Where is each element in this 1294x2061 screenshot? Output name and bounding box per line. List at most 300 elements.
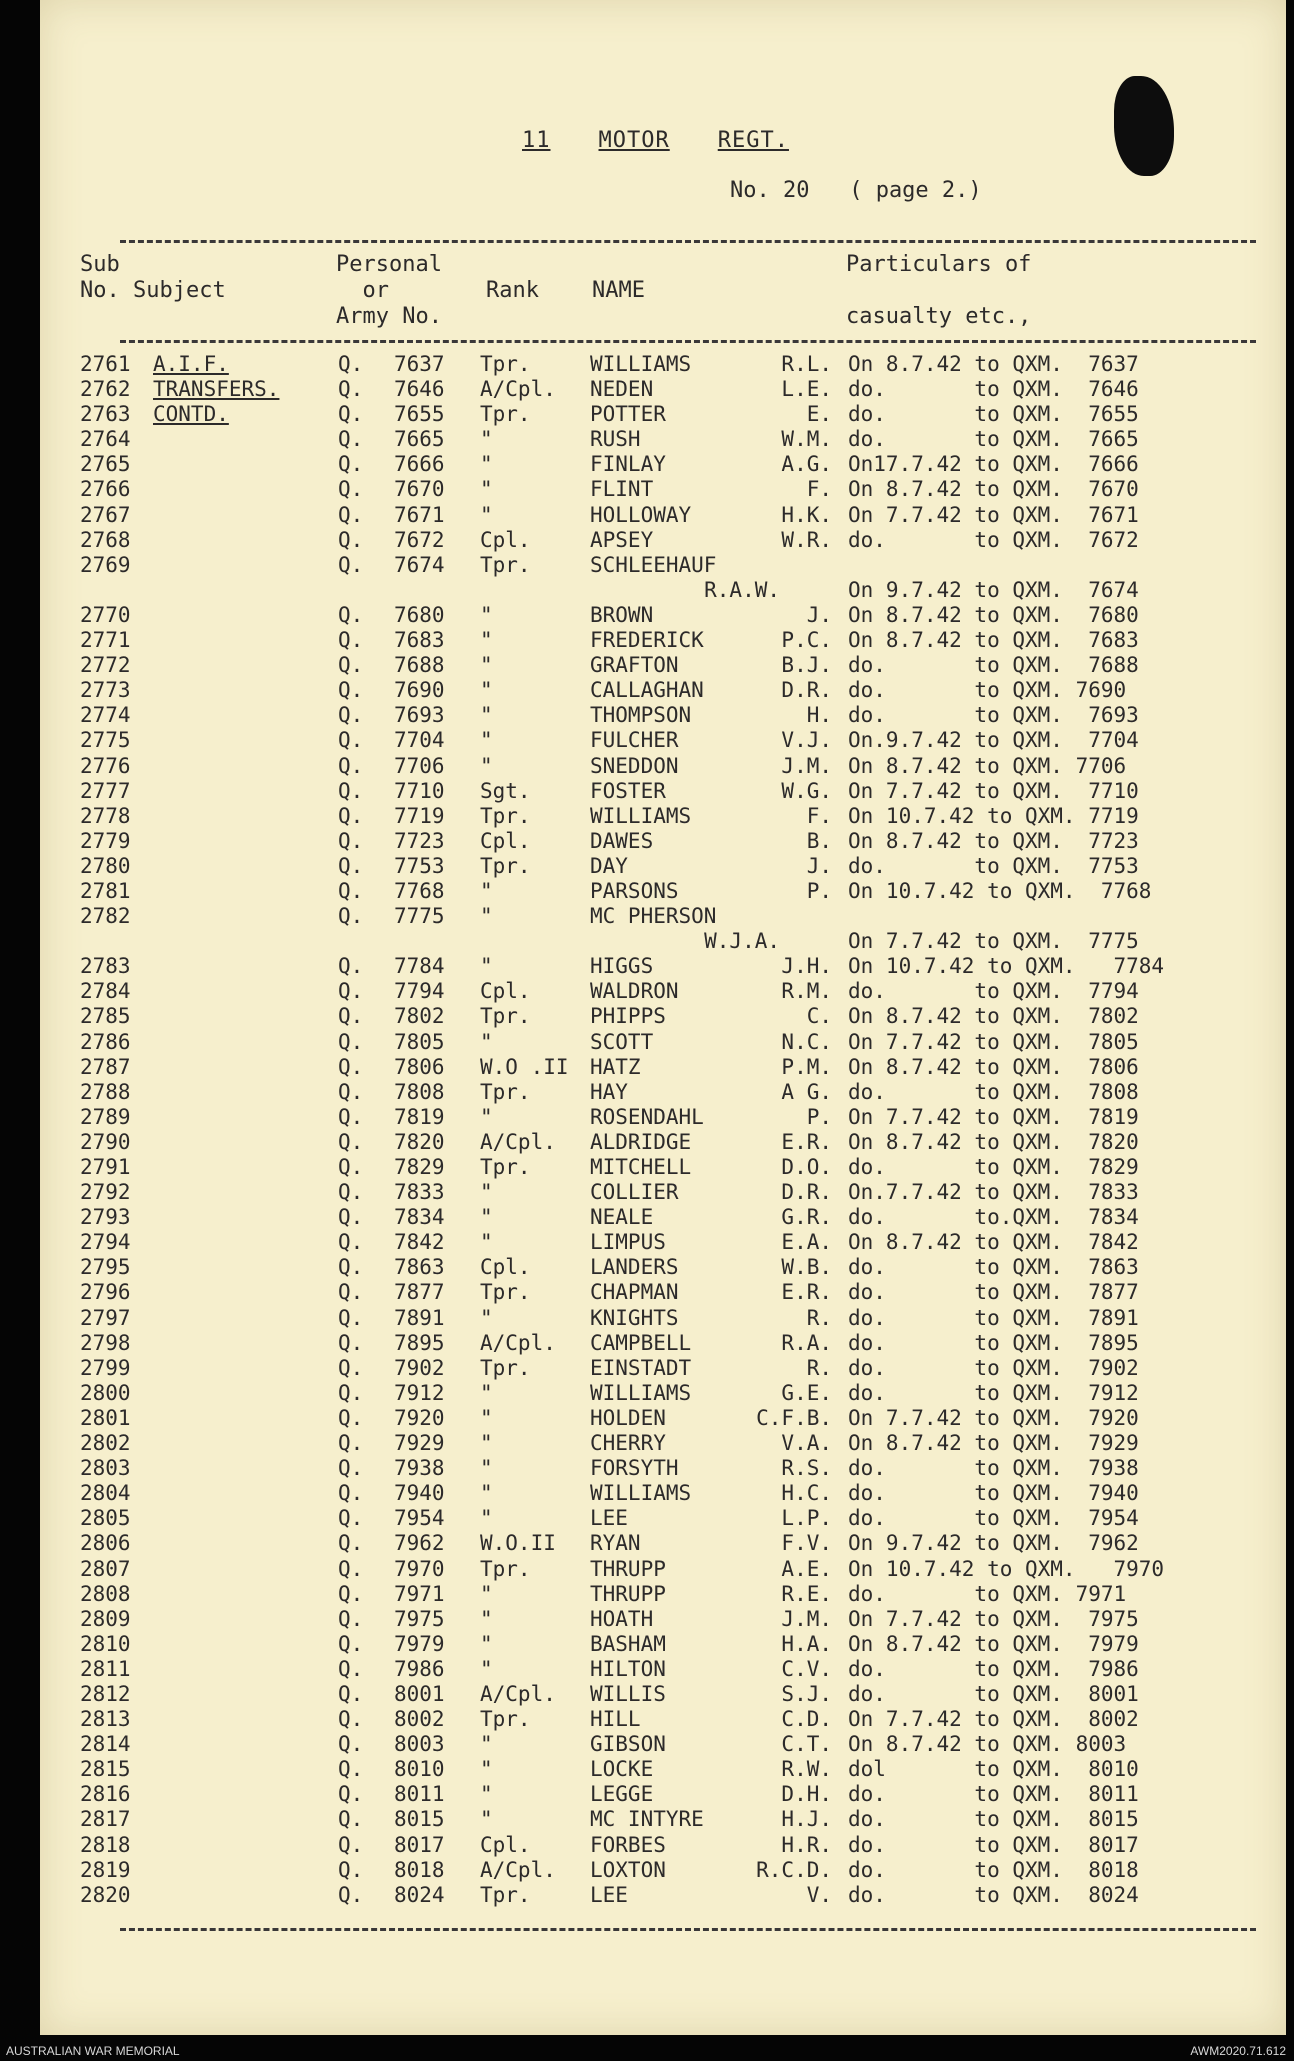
row-name: HOLLOWAY [590,502,692,527]
row-particulars: do. to QXM. 7665 [848,427,1139,452]
row-name: EINSTADT [590,1355,692,1380]
row-particulars: On 7.7.42 to QXM. 7710 [848,778,1139,803]
row-army-number: 7706 [394,753,445,778]
row-state-prefix: Q. [338,1581,364,1606]
header-rank: Rank [486,278,539,303]
row-name: WILLIS [590,1681,666,1706]
row-name: FORSYTH [590,1456,679,1481]
table-row [80,1205,1220,1230]
row-name: HIGGS [590,954,654,979]
row-name: FLINT [590,477,654,502]
row-sub-number: 2819 [80,1857,131,1882]
row-particulars: do. to QXM. 8001 [848,1681,1139,1706]
row-name: MC PHERSON [590,904,717,929]
row-state-prefix: Q. [338,1129,364,1154]
row-name: WILLIAMS [590,1481,692,1506]
row-sub-number: 2820 [80,1882,131,1907]
row-particulars: do. to QXM. 8017 [848,1832,1139,1857]
row-state-prefix: Q. [338,1782,364,1807]
row-state-prefix: Q. [338,1656,364,1681]
row-initials: N.C. [781,1029,832,1054]
table-row [80,528,1220,553]
row-particulars: do. to QXM. 7912 [848,1380,1139,1405]
row-army-number: 7655 [394,402,445,427]
row-particulars: On 8.7.42 to QXM. 7706 [848,753,1127,778]
row-state-prefix: Q. [338,1807,364,1832]
row-army-number: 8001 [394,1681,445,1706]
table-row [80,1506,1220,1531]
row-army-number: 7833 [394,1180,445,1205]
row-initials: C.V. [781,1656,832,1681]
row-initials: D.R. [781,1180,832,1205]
table-row [80,829,1220,854]
row-name: HAY [590,1079,628,1104]
table-row [80,628,1220,653]
row-initials: C. [806,1004,832,1029]
row-initials: R.M. [781,979,832,1004]
row-particulars: do. to QXM. 7895 [848,1330,1139,1355]
row-initials: J.H. [781,954,832,979]
row-particulars: On 7.7.42 to QXM. 7975 [848,1606,1139,1631]
row-rank: A/Cpl. [480,1129,556,1154]
row-initials: W.B. [781,1255,832,1280]
table-row [80,1557,1220,1582]
row-army-number: 7970 [394,1556,445,1581]
row-army-number: 7723 [394,828,445,853]
header-name: NAME [592,278,645,303]
row-army-number: 7938 [394,1456,445,1481]
row-particulars: do. to QXM. 7690 [848,678,1127,703]
row-name: CAMPBELL [590,1330,692,1355]
row-army-number: 7806 [394,1054,445,1079]
row-rank: Tpr. [480,402,531,427]
row-state-prefix: Q. [338,703,364,728]
row-army-number: 8011 [394,1782,445,1807]
table-row [80,1155,1220,1180]
table-row [80,1105,1220,1130]
row-army-number: 8017 [394,1832,445,1857]
row-army-number: 7775 [394,904,445,929]
row-particulars: On 10.7.42 to QXM. 7970 [848,1556,1165,1581]
row-rank: Tpr. [480,352,531,376]
table-row [80,804,1220,829]
row-initials: J.M. [781,753,832,778]
row-state-prefix: Q. [338,1707,364,1732]
table-row [80,1255,1220,1280]
row-sub-number: 2809 [80,1606,131,1631]
row-particulars: do. to QXM. 7891 [848,1305,1139,1330]
row-name: WILLIAMS [590,1380,692,1405]
row-state-prefix: Q. [338,904,364,929]
table-row [80,703,1220,728]
row-initials: H.K. [781,502,832,527]
row-sub-number: 2770 [80,602,131,627]
row-army-number: 7902 [394,1355,445,1380]
header-sub-subject: Sub No. Subject [80,252,226,303]
row-army-number: 7986 [394,1656,445,1681]
row-sub-number: 2789 [80,1104,131,1129]
row-name: GRAFTON [590,653,679,678]
row-sub-number: 2797 [80,1305,131,1330]
title-part: REGT. [717,128,789,153]
row-sub-number: 2810 [80,1631,131,1656]
row-state-prefix: Q. [338,1531,364,1556]
row-name: DAWES [590,828,654,853]
table-row [80,1607,1220,1632]
row-state-prefix: Q. [338,527,364,552]
row-name: THRUPP [590,1556,666,1581]
row-particulars: do. to QXM. 7986 [848,1656,1139,1681]
table-row [80,779,1220,804]
row-sub-number: 2796 [80,1280,131,1305]
footer-institution: AUSTRALIAN WAR MEMORIAL [6,2044,180,2058]
row-state-prefix: Q. [338,1606,364,1631]
row-rank: " [480,878,493,903]
row-rank: Tpr. [480,1004,531,1029]
row-state-prefix: Q. [338,1180,364,1205]
table-row [80,452,1220,477]
title-part: MOTOR [598,128,670,153]
row-army-number: 7819 [394,1104,445,1129]
table-row [80,1807,1220,1832]
row-particulars: On 8.7.42 to QXM. 7979 [848,1631,1139,1656]
row-name: FULCHER [590,728,679,753]
table-row [80,553,1220,578]
row-rank: W.O.II [480,1531,556,1556]
row-name: COLLIER [590,1180,679,1205]
row-army-number: 7672 [394,527,445,552]
row-sub-number: 2768 [80,527,131,552]
row-rank: Tpr. [480,1079,531,1104]
row-army-number: 7929 [394,1431,445,1456]
table-row [80,1657,1220,1682]
row-particulars: On 7.7.42 to QXM. 7775 [848,929,1139,954]
row-sub-number: 2813 [80,1707,131,1732]
row-name: FREDERICK [590,628,704,653]
row-initials: A.G. [781,452,832,477]
table-row [80,352,1220,377]
row-particulars: do. to.QXM. 7834 [848,1205,1139,1230]
row-army-number: 7975 [394,1606,445,1631]
row-army-number: 7768 [394,878,445,903]
row-sub-number: 2817 [80,1807,131,1832]
row-sub-number: 2766 [80,477,131,502]
table-row [80,653,1220,678]
row-state-prefix: Q. [338,753,364,778]
row-state-prefix: Q. [338,1305,364,1330]
row-rank: " [480,1029,493,1054]
row-army-number: 7940 [394,1481,445,1506]
row-rank: " [480,703,493,728]
row-army-number: 7670 [394,477,445,502]
row-sub-number: 2763 [80,402,131,427]
row-initials: W.G. [781,778,832,803]
row-initials: C.D. [781,1707,832,1732]
row-initials: R. [806,1305,832,1330]
row-name: LIMPUS [590,1230,666,1255]
row-initials: L.E. [781,377,832,402]
row-state-prefix: Q. [338,377,364,402]
row-state-prefix: Q. [338,602,364,627]
row-sub-number: 2818 [80,1832,131,1857]
table-row [80,979,1220,1004]
table-row [80,1757,1220,1782]
row-state-prefix: Q. [338,1832,364,1857]
row-sub-number: 2793 [80,1205,131,1230]
table-row [80,1180,1220,1205]
row-sub-number: 2806 [80,1531,131,1556]
row-state-prefix: Q. [338,728,364,753]
row-state-prefix: Q. [338,1380,364,1405]
row-sub-number: 2778 [80,803,131,828]
row-particulars: On17.7.42 to QXM. 7666 [848,452,1139,477]
row-initials: S.J. [781,1681,832,1706]
row-particulars: On 8.7.42 to QXM. 7806 [848,1054,1139,1079]
row-particulars: do. to QXM. 7954 [848,1506,1139,1531]
row-rank: Cpl. [480,828,531,853]
row-sub-number: 2781 [80,878,131,903]
row-name: HILTON [590,1656,666,1681]
table-row [80,603,1220,628]
row-army-number: 7820 [394,1129,445,1154]
row-sub-number: 2762 [80,377,131,402]
table-row [80,1230,1220,1255]
row-rank: " [480,1380,493,1405]
row-particulars: On 7.7.42 to QXM. 7805 [848,1029,1139,1054]
row-army-number: 7808 [394,1079,445,1104]
row-army-number: 8003 [394,1732,445,1757]
row-rank: Tpr. [480,1355,531,1380]
table-row [80,1782,1220,1807]
row-rank: Tpr. [480,1280,531,1305]
row-army-number: 7877 [394,1280,445,1305]
row-army-number: 7784 [394,954,445,979]
row-initials: B. [806,828,832,853]
row-army-number: 7646 [394,377,445,402]
row-rank: " [480,1104,493,1129]
row-name: BASHAM [590,1631,666,1656]
row-particulars: do. to QXM. 8011 [848,1782,1139,1807]
row-sub-number: 2790 [80,1129,131,1154]
row-initials: F.V. [781,1531,832,1556]
row-particulars: On 8.7.42 to QXM. 7637 [848,352,1139,376]
row-sub-number: 2815 [80,1757,131,1782]
row-sub-number: 2807 [80,1556,131,1581]
row-particulars: On 7.7.42 to QXM. 7819 [848,1104,1139,1129]
row-particulars: On 8.7.42 to QXM. 7723 [848,828,1139,853]
table-row [80,377,1220,402]
row-state-prefix: Q. [338,803,364,828]
row-name: LANDERS [590,1255,679,1280]
row-sub-number: 2787 [80,1054,131,1079]
row-initials: A.E. [781,1556,832,1581]
row-initials: G.E. [781,1380,832,1405]
row-army-number: 8024 [394,1882,445,1907]
row-particulars: On 9.7.42 to QXM. 7674 [848,577,1139,602]
row-army-number: 7753 [394,853,445,878]
row-army-number: 7704 [394,728,445,753]
row-state-prefix: Q. [338,1079,364,1104]
row-particulars: do. to QXM. 7693 [848,703,1139,728]
row-initials: R.A.W. [704,577,780,602]
row-name: THOMPSON [590,703,692,728]
row-army-number: 7710 [394,778,445,803]
row-rank: A/Cpl. [480,1857,556,1882]
row-initials: V.J. [781,728,832,753]
row-army-number: 8002 [394,1707,445,1732]
table-row [80,1381,1220,1406]
row-state-prefix: Q. [338,1330,364,1355]
table-row [80,1833,1220,1858]
title-part: 11 [522,128,551,153]
row-army-number: 7719 [394,803,445,828]
row-sub-number: 2769 [80,552,131,577]
row-state-prefix: Q. [338,1732,364,1757]
row-name: FORBES [590,1832,666,1857]
row-army-number: 7690 [394,678,445,703]
row-rank: " [480,1180,493,1205]
row-initials: R.E. [781,1581,832,1606]
row-particulars: On 7.7.42 to QXM. 7671 [848,502,1139,527]
row-name: RUSH [590,427,641,452]
row-particulars: On 10.7.42 to QXM. 7784 [848,954,1165,979]
row-sub-number: 2786 [80,1029,131,1054]
row-name: ROSENDAHL [590,1104,704,1129]
row-name: PHIPPS [590,1004,666,1029]
row-sub-number: 2775 [80,728,131,753]
row-state-prefix: Q. [338,1054,364,1079]
row-sub-number: 2776 [80,753,131,778]
table-row [80,1280,1220,1305]
row-sub-number: 2808 [80,1581,131,1606]
row-rank: " [480,1606,493,1631]
row-rank: " [480,1807,493,1832]
row-sub-number: 2783 [80,954,131,979]
table-row [80,1331,1220,1356]
row-initials: W.R. [781,527,832,552]
row-state-prefix: Q. [338,653,364,678]
row-army-number: 7971 [394,1581,445,1606]
row-initials: F. [806,803,832,828]
table-row [80,402,1220,427]
row-army-number: 7680 [394,602,445,627]
row-particulars: On.9.7.42 to QXM. 7704 [848,728,1139,753]
table-row [80,1004,1220,1029]
row-initials: J. [806,602,832,627]
row-rank: " [480,628,493,653]
row-state-prefix: Q. [338,452,364,477]
row-rank: " [480,954,493,979]
row-sub-number: 2774 [80,703,131,728]
row-initials: E.R. [781,1280,832,1305]
row-army-number: 7693 [394,703,445,728]
table-row [80,1055,1220,1080]
row-particulars: do. to QXM. 7863 [848,1255,1139,1280]
row-state-prefix: Q. [338,552,364,577]
row-army-number: 7683 [394,628,445,653]
row-state-prefix: Q. [338,853,364,878]
row-army-number: 7805 [394,1029,445,1054]
row-particulars: do. to QXM. 7902 [848,1355,1139,1380]
row-state-prefix: Q. [338,1681,364,1706]
row-initials: R.W. [781,1757,832,1782]
row-particulars: do. to QXM. 7672 [848,527,1139,552]
row-sub-number: 2811 [80,1656,131,1681]
row-rank: A/Cpl. [480,1330,556,1355]
row-army-number: 7863 [394,1255,445,1280]
table-row [80,1356,1220,1381]
row-rank: W.O .II [480,1054,569,1079]
row-particulars: On 7.7.42 to QXM. 8002 [848,1707,1139,1732]
table-row [80,904,1220,929]
row-initials: B.J. [781,653,832,678]
row-rank: Sgt. [480,778,531,803]
row-initials: P.M. [781,1054,832,1079]
row-sub-number: 2802 [80,1431,131,1456]
row-subject: A.I.F. [153,352,229,376]
table-row [80,754,1220,779]
row-rank: " [480,753,493,778]
row-rank: " [480,904,493,929]
row-sub-number: 2800 [80,1380,131,1405]
row-name: HILL [590,1707,641,1732]
row-state-prefix: Q. [338,477,364,502]
row-particulars: do. to QXM. 7688 [848,653,1139,678]
row-sub-number: 2795 [80,1255,131,1280]
row-initials: F. [806,477,832,502]
row-name: CALLAGHAN [590,678,704,703]
row-army-number: 7671 [394,502,445,527]
row-state-prefix: Q. [338,828,364,853]
row-name: SNEDDON [590,753,679,778]
row-initials: D.R. [781,678,832,703]
row-particulars: On.7.7.42 to QXM. 7833 [848,1180,1139,1205]
row-state-prefix: Q. [338,1104,364,1129]
row-initials: V.A. [781,1431,832,1456]
row-state-prefix: Q. [338,1456,364,1481]
row-rank: " [480,678,493,703]
row-state-prefix: Q. [338,1556,364,1581]
row-name: LOCKE [590,1757,654,1782]
row-rank: " [480,1782,493,1807]
row-name: BROWN [590,602,654,627]
row-initials: R.C.D. [756,1857,832,1882]
row-army-number: 7954 [394,1506,445,1531]
row-army-number: 7829 [394,1155,445,1179]
row-particulars: On 8.7.42 to QXM. 8003 [848,1732,1127,1757]
row-initials: R.A. [781,1330,832,1355]
row-initials: E.A. [781,1230,832,1255]
row-initials: J. [806,853,832,878]
row-initials: D.H. [781,1782,832,1807]
row-sub-number: 2782 [80,904,131,929]
table-row [80,854,1220,879]
row-name: ALDRIDGE [590,1129,692,1154]
row-rank: Tpr. [480,853,531,878]
table-row [80,1883,1220,1908]
row-sub-number: 2814 [80,1732,131,1757]
row-particulars: On 10.7.42 to QXM. 7768 [848,878,1152,903]
row-sub-number: 2773 [80,678,131,703]
row-initials: L.P. [781,1506,832,1531]
row-subject: TRANSFERS. [153,377,280,402]
row-state-prefix: Q. [338,678,364,703]
row-name: MC INTYRE [590,1807,704,1832]
table-row [80,1858,1220,1883]
row-particulars: do. to QXM. 7655 [848,402,1139,427]
row-name: LEGGE [590,1782,654,1807]
row-rank: " [480,1456,493,1481]
